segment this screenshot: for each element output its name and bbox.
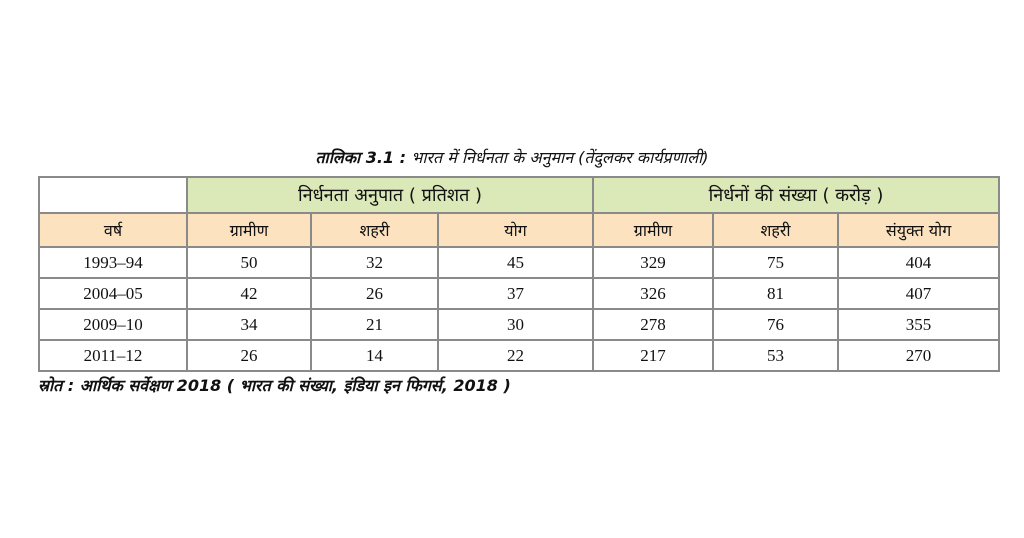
cell-rural-count: 278 <box>593 309 713 340</box>
cell-year: 2011–12 <box>39 340 187 371</box>
cell-urban-ratio: 21 <box>311 309 438 340</box>
column-header-urban-count: शहरी <box>713 213 838 247</box>
cell-combined-total: 407 <box>838 278 999 309</box>
cell-total-ratio: 22 <box>438 340 593 371</box>
column-header-total-ratio: योग <box>438 213 593 247</box>
table-row <box>39 278 999 309</box>
column-header-year: वर्ष <box>39 213 187 247</box>
cell-urban-count: 75 <box>713 247 838 278</box>
cell-rural-count: 217 <box>593 340 713 371</box>
cell-total-ratio: 45 <box>438 247 593 278</box>
cell-urban-count: 53 <box>713 340 838 371</box>
cell-urban-ratio: 14 <box>311 340 438 371</box>
cell-rural-ratio: 34 <box>187 309 311 340</box>
poverty-estimates-table <box>38 176 1000 372</box>
cell-year: 1993–94 <box>39 247 187 278</box>
cell-year: 2004–05 <box>39 278 187 309</box>
group-header-poor-count: निर्धनों की संख्या ( करोड़ ) <box>593 177 999 213</box>
cell-combined-total: 355 <box>838 309 999 340</box>
table-row <box>39 340 999 371</box>
cell-urban-ratio: 26 <box>311 278 438 309</box>
cell-combined-total: 404 <box>838 247 999 278</box>
column-header-rural-count: ग्रामीण <box>593 213 713 247</box>
cell-total-ratio: 37 <box>438 278 593 309</box>
blank-corner-cell <box>39 177 187 213</box>
column-header-combined-total: संयुक्त योग <box>838 213 999 247</box>
cell-rural-ratio: 42 <box>187 278 311 309</box>
cell-rural-count: 326 <box>593 278 713 309</box>
cell-rural-ratio: 26 <box>187 340 311 371</box>
cell-rural-count: 329 <box>593 247 713 278</box>
source-note: स्रोत : आर्थिक सर्वेक्षण 2018 ( भारत की संख्या, इंडिया इन फिगर्स, 2018 ) <box>38 376 511 395</box>
column-header-row <box>39 213 999 247</box>
table-number: तालिका 3.1 : <box>315 148 407 167</box>
cell-rural-ratio: 50 <box>187 247 311 278</box>
cell-urban-ratio: 32 <box>311 247 438 278</box>
group-header-row <box>39 177 999 213</box>
cell-total-ratio: 30 <box>438 309 593 340</box>
table-row <box>39 247 999 278</box>
cell-year: 2009–10 <box>39 309 187 340</box>
table-row <box>39 309 999 340</box>
table-caption <box>0 146 1024 168</box>
cell-combined-total: 270 <box>838 340 999 371</box>
group-header-poverty-ratio: निर्धनता अनुपात ( प्रतिशत ) <box>187 177 593 213</box>
table-title: भारत में निर्धनता के अनुमान (तेंदुलकर कार्यप्रणाली) <box>411 148 709 167</box>
column-header-urban-ratio: शहरी <box>311 213 438 247</box>
cell-urban-count: 76 <box>713 309 838 340</box>
cell-urban-count: 81 <box>713 278 838 309</box>
column-header-rural-ratio: ग्रामीण <box>187 213 311 247</box>
